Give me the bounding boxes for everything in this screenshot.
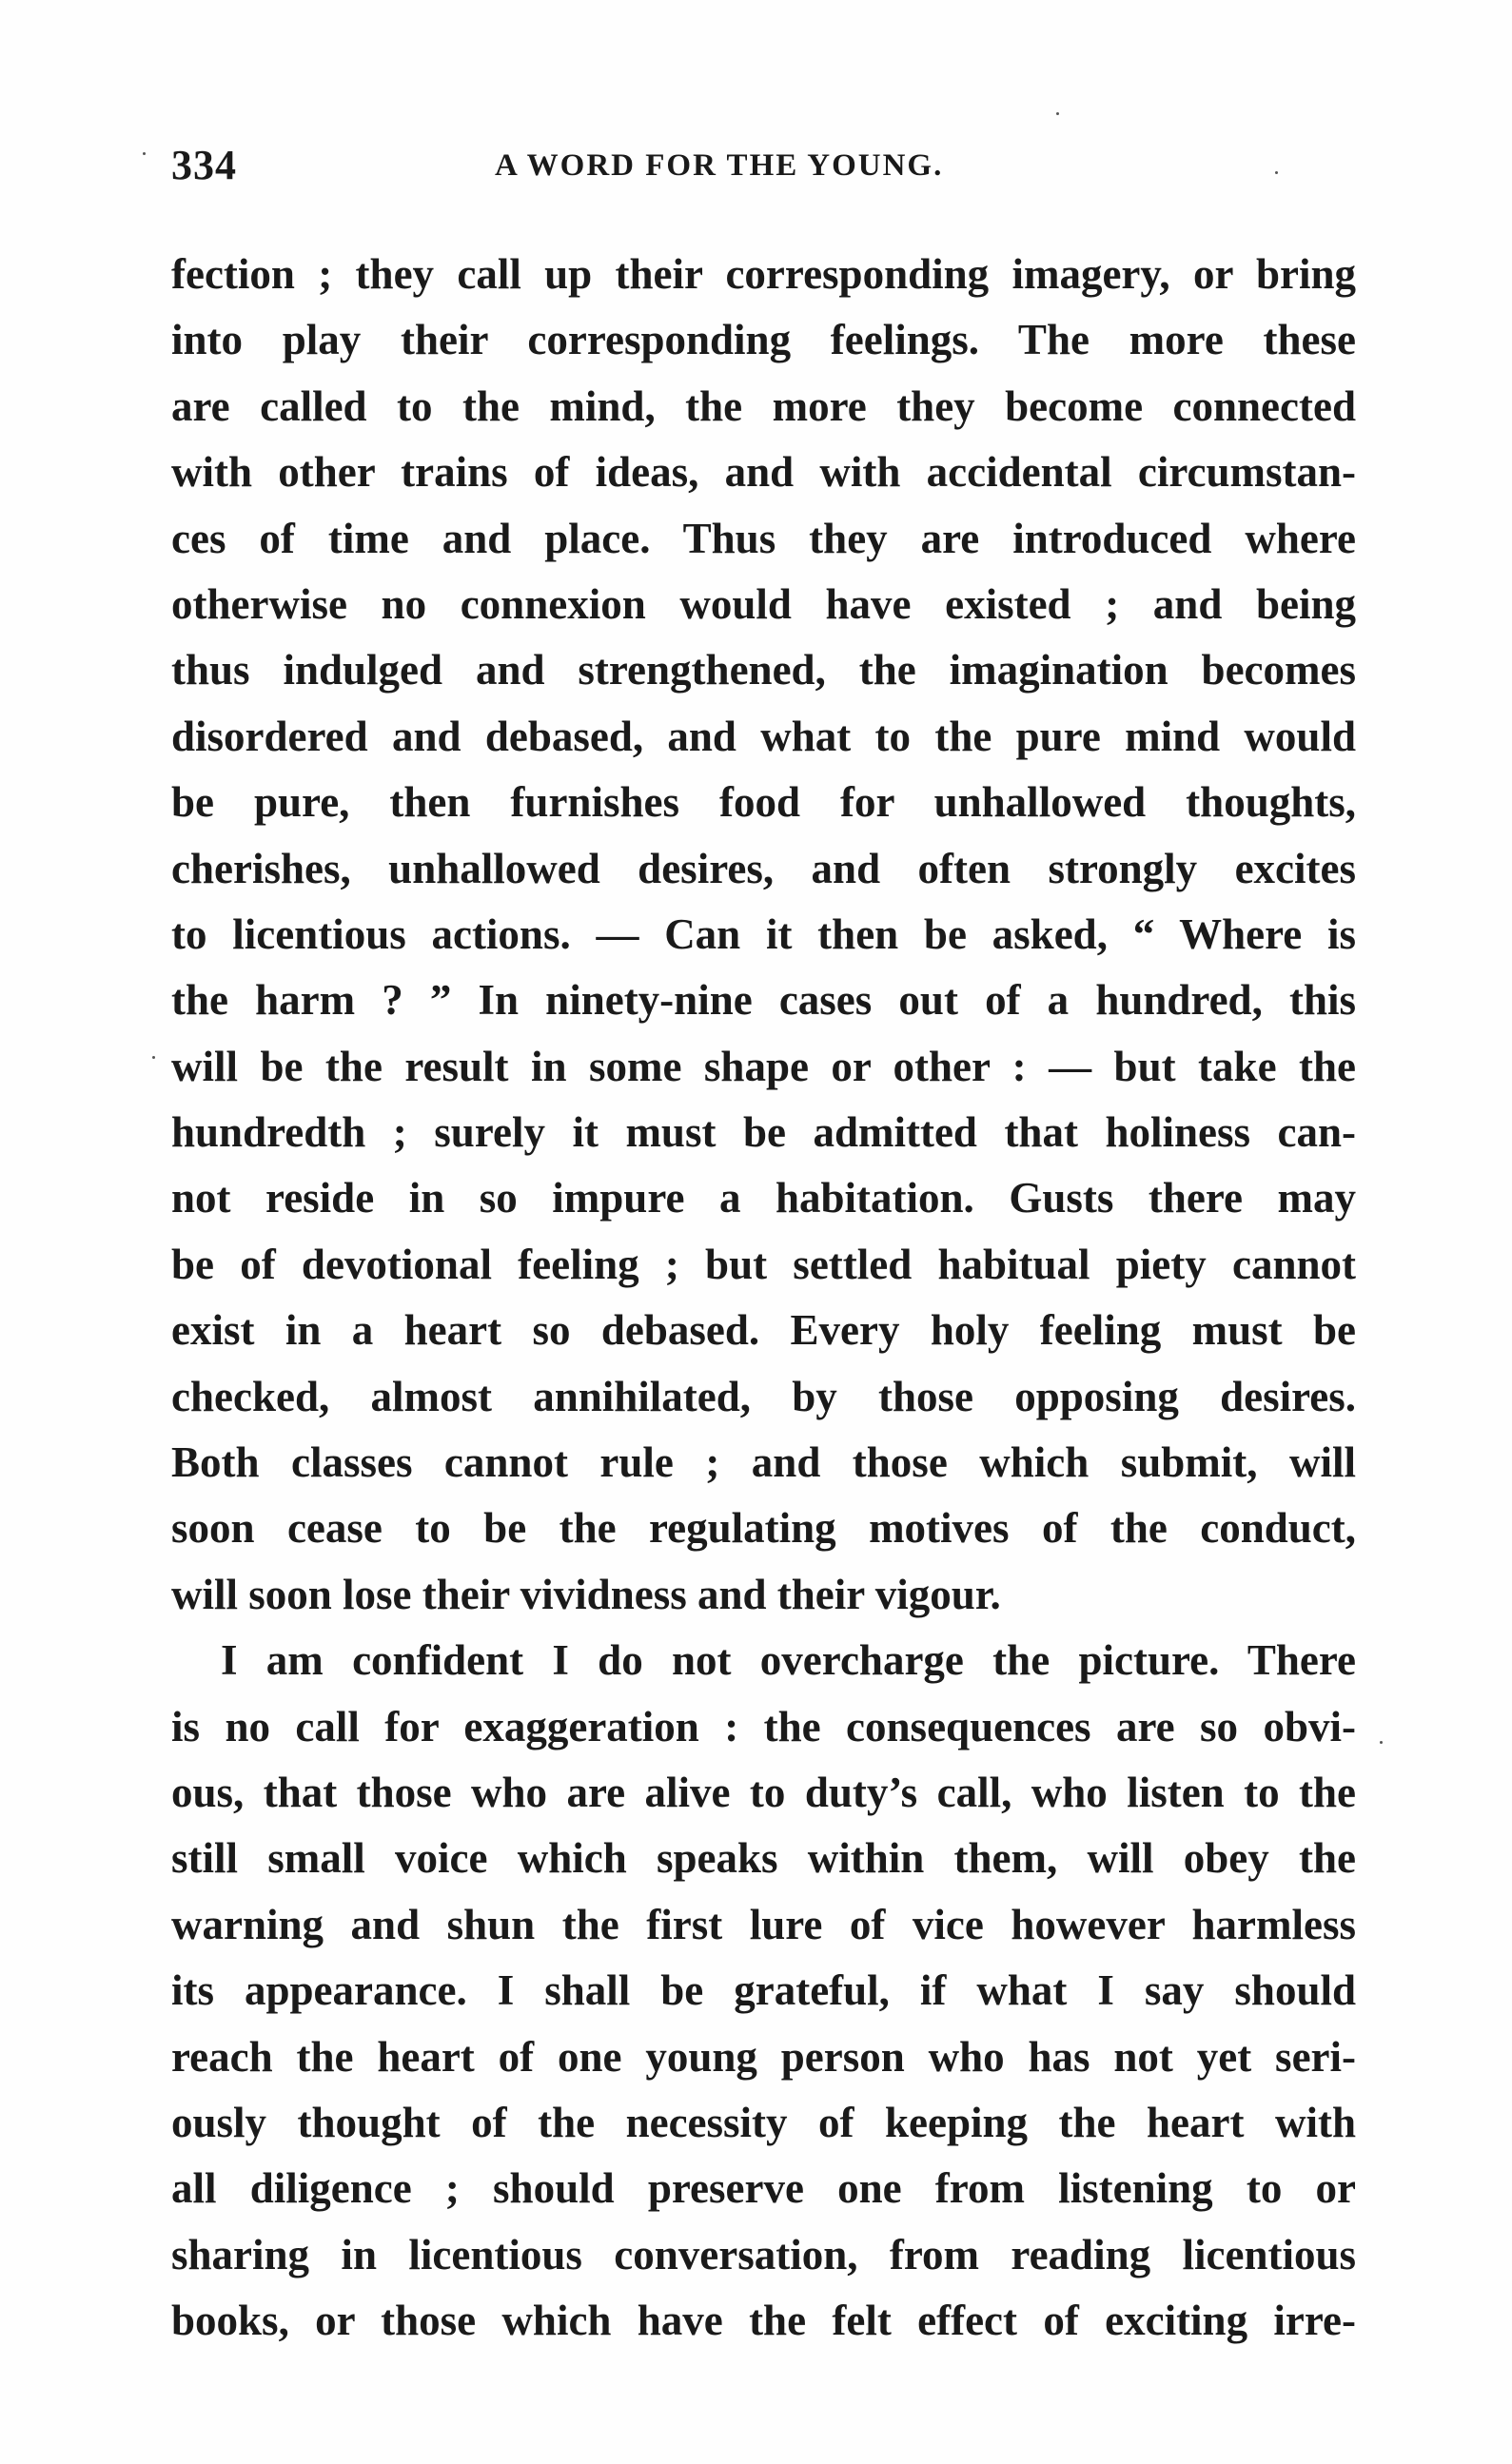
text-line: will be the result in some shape or other : — but take the: [171, 1042, 1356, 1090]
text-line: books, or those which have the felt effect of exciting irre-: [171, 2297, 1356, 2345]
text-line: checked, almost annihilated, by those opposing desires.: [171, 1372, 1356, 1420]
text-line: I am confident I do not overcharge the picture. There: [221, 1636, 1356, 1685]
text-line: cherishes, unhallowed desires, and often strongly excites: [171, 844, 1356, 892]
text-line: to licentious actions. — Can it then be asked, “ Where is: [171, 909, 1356, 958]
paragraph-1: [171, 242, 1356, 1628]
text-line: ces of time and place. Thus they are introduced where: [171, 514, 1356, 562]
scan-speck: [1380, 1741, 1383, 1744]
text-line: its appearance. I shall be grateful, if what I say should: [171, 1966, 1356, 2015]
text-line: hundredth ; surely it must be admitted that holiness can-: [171, 1108, 1356, 1157]
text-line: soon cease to be the regulating motives of the conduct,: [171, 1504, 1356, 1553]
body-text: [171, 242, 1356, 2355]
text-line: otherwise no connexion would have existed ; and being: [171, 579, 1356, 628]
text-line: be of devotional feeling ; but settled habitual piety cannot: [171, 1240, 1356, 1288]
text-line: Both classes cannot rule ; and those which submit, will: [171, 1438, 1356, 1487]
text-line: ous, that those who are alive to duty’s call, who listen to the: [171, 1768, 1356, 1816]
scan-speck: [1275, 171, 1278, 174]
running-title: A WORD FOR THE YOUNG.: [495, 148, 944, 183]
running-head: [171, 141, 1375, 198]
text-line: fection ; they call up their corresponding imagery, or bring: [171, 250, 1356, 298]
text-line: will soon lose their vividness and their vigour.: [171, 1570, 1001, 1618]
text-line: still small voice which speaks within them, will obey the: [171, 1834, 1356, 1883]
text-line: the harm ? ” In ninety-nine cases out of a hundred, this: [171, 976, 1356, 1025]
text-line: is no call for exaggeration : the consequences are so obvi-: [171, 1702, 1356, 1750]
text-line: ously thought of the necessity of keeping the heart with: [171, 2098, 1356, 2146]
text-line: thus indulged and strengthened, the imagination becomes: [171, 646, 1356, 694]
text-line: into play their corresponding feelings. The more these: [171, 316, 1356, 364]
text-line: warning and shun the first lure of vice however harmless: [171, 1900, 1356, 1948]
text-line: exist in a heart so debased. Every holy feeling must be: [171, 1306, 1356, 1355]
page-number: 334: [171, 142, 237, 188]
paragraph-2: [171, 1628, 1356, 2354]
text-line: not reside in so impure a habitation. Gusts there may: [171, 1174, 1356, 1222]
text-line: reach the heart of one young person who has not yet seri-: [171, 2032, 1356, 2081]
text-line: be pure, then furnishes food for unhallowed thoughts,: [171, 778, 1356, 827]
text-line: with other trains of ideas, and with accidental circumstan-: [171, 448, 1356, 497]
scan-speck: [1056, 112, 1059, 115]
text-line: disordered and debased, and what to the pure mind would: [171, 712, 1356, 760]
scan-speck: [143, 152, 146, 155]
text-line: all diligence ; should preserve one from listening to or: [171, 2164, 1356, 2213]
scan-speck: [152, 1056, 155, 1059]
text-line: sharing in licentious conversation, from reading licentious: [171, 2230, 1356, 2278]
text-line: are called to the mind, the more they become connected: [171, 381, 1356, 430]
